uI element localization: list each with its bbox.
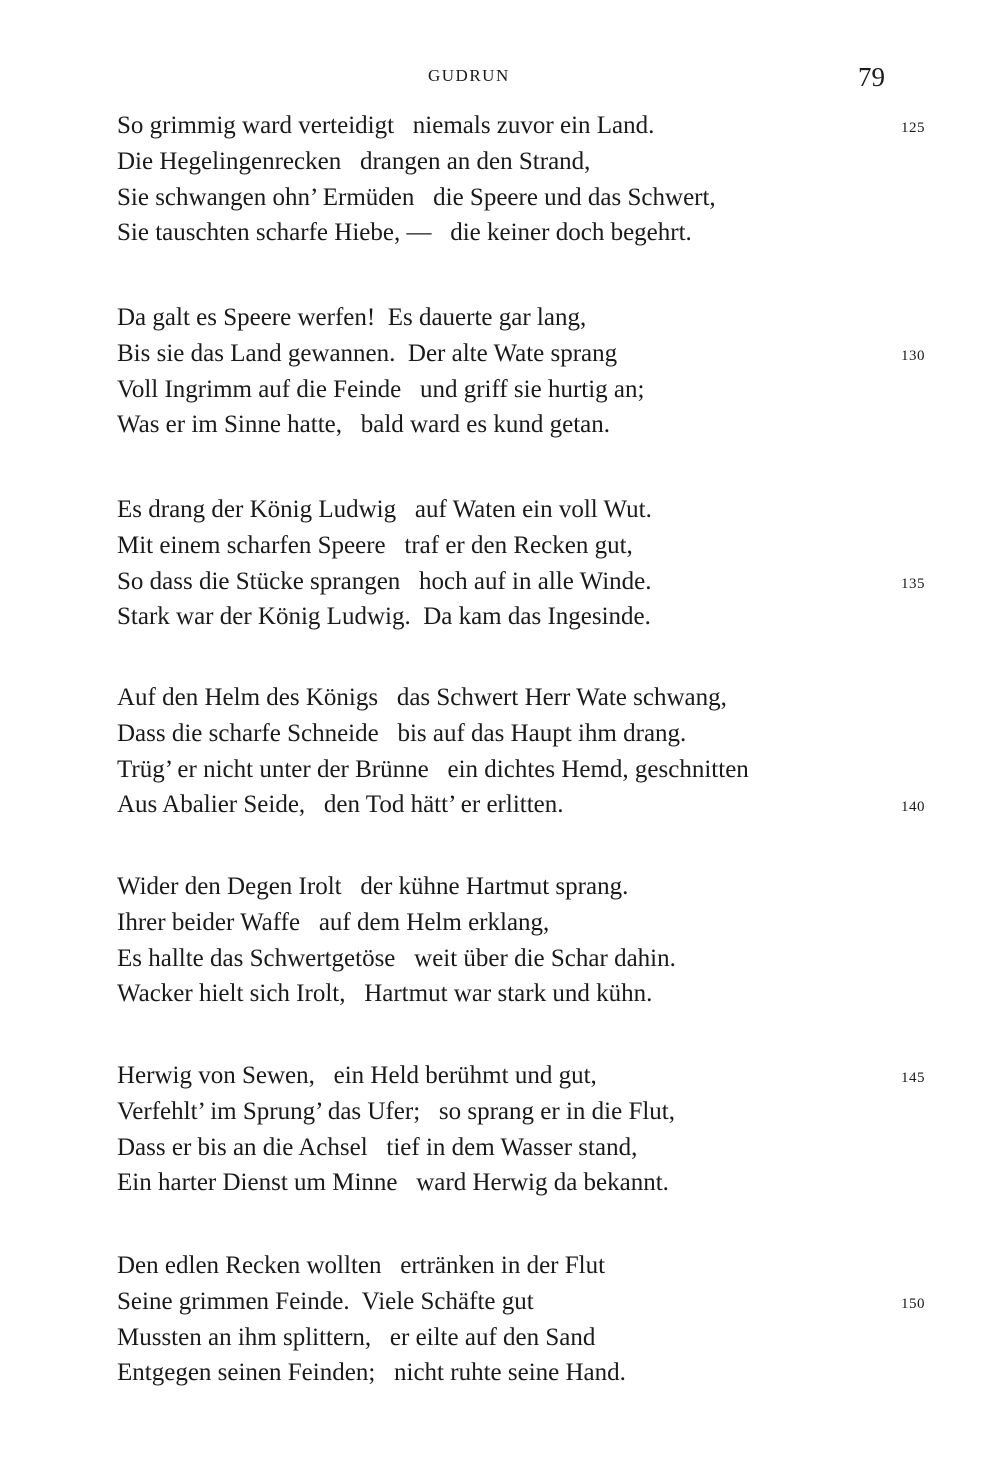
verse-text: So grimmig ward verteidigt niemals zuvor ein Land. (117, 112, 655, 139)
verse-text: So dass die Stücke sprangen hoch auf in alle Winde. (117, 567, 652, 595)
stanza (117, 492, 937, 635)
stanza (117, 108, 937, 251)
verse-text: Wacker hielt sich Irolt, Hartmut war stark und kühn. (117, 980, 653, 1008)
verse-line (117, 787, 937, 823)
verse-line (117, 869, 937, 905)
verse-text: Da galt es Speere werfen! Es dauerte gar lang, (117, 304, 587, 331)
verse-text: Die Hegelingenrecken drangen an den Strand, (117, 147, 591, 175)
verse-line (117, 976, 937, 1012)
line-number: 125 (901, 120, 925, 136)
verse-line (117, 1284, 937, 1320)
verse-line (117, 215, 937, 251)
line-number: 135 (901, 575, 925, 592)
verse-text: Ein harter Dienst um Minne ward Herwig da bekannt. (117, 1169, 669, 1197)
verse-line (117, 1130, 937, 1166)
verse-line (117, 492, 937, 528)
verse-text: Trüg’ er nicht unter der Brünne ein dichtes Hemd, geschnitten (117, 755, 749, 783)
verse-text: Den edlen Recken wollten ertränken in der Flut (117, 1252, 606, 1279)
verse-text: Herwig von Sewen, ein Held berühmt und gut, (117, 1062, 597, 1089)
verse-line (117, 752, 937, 788)
verse-line (117, 1058, 937, 1094)
verse-text: Sie tauschten scharfe Hiebe, — die keiner doch begehrt. (117, 219, 692, 247)
verse-line (117, 905, 937, 941)
verse-text: Voll Ingrimm auf die Feinde und griff sie hurtig an; (117, 375, 645, 403)
verse-line (117, 407, 937, 443)
verse-text: Es drang der König Ludwig auf Waten ein voll Wut. (117, 496, 652, 523)
stanza (117, 869, 937, 1012)
stanza (117, 300, 937, 443)
verse-line (117, 716, 937, 752)
verse-text: Es hallte das Schwertgetöse weit über die Schar dahin. (117, 944, 676, 972)
verse-text: Dass er bis an die Achsel tief in dem Wasser stand, (117, 1133, 638, 1161)
verse-line (117, 680, 937, 716)
verse-line (117, 1094, 937, 1130)
verse-text: Mussten an ihm splittern, er eilte auf den Sand (117, 1323, 596, 1351)
verse-text: Stark war der König Ludwig. Da kam das Ingesinde. (117, 603, 651, 631)
verse-text: Ihrer beider Waffe auf dem Helm erklang, (117, 908, 550, 936)
verse-line (117, 1355, 937, 1391)
verse-text: Aus Abalier Seide, den Tod hätt’ er erlitten. (117, 791, 564, 819)
verse-line (117, 336, 937, 372)
line-number: 145 (901, 1070, 925, 1086)
verse-line (117, 528, 937, 564)
line-number: 140 (901, 799, 925, 816)
verse-text: Sie schwangen ohn’ Ermüden die Speere und das Schwert, (117, 183, 716, 211)
stanza (117, 1248, 937, 1391)
verse-text: Dass die scharfe Schneide bis auf das Haupt ihm drang. (117, 719, 687, 747)
verse-line (117, 144, 937, 180)
verse-text: Bis sie das Land gewannen. Der alte Wate sprang (117, 339, 618, 367)
line-number: 130 (901, 347, 925, 364)
verse-line (117, 108, 937, 144)
verse-line (117, 300, 937, 336)
verse-text: Verfehlt’ im Sprung’ das Ufer; so sprang er in die Flut, (117, 1097, 675, 1125)
verse-text: Entgegen seinen Feinden; nicht ruhte seine Hand. (117, 1359, 626, 1387)
verse-text: Was er im Sinne hatte, bald ward es kund getan. (117, 411, 610, 439)
verse-line (117, 599, 937, 635)
verse-line (117, 1320, 937, 1356)
stanza (117, 680, 937, 823)
verse-line (117, 372, 937, 408)
verse-line (117, 1165, 937, 1201)
verse-line (117, 564, 937, 600)
verse-line (117, 941, 937, 977)
verse-line (117, 1248, 937, 1284)
verse-line (117, 180, 937, 216)
running-title: GUDRUN (428, 66, 510, 85)
verse-text: Seine grimmen Feinde. Viele Schäfte gut (117, 1287, 534, 1315)
verse-text: Auf den Helm des Königs das Schwert Herr Wate schwang, (117, 684, 727, 711)
page-number: 79 (858, 62, 885, 92)
stanza (117, 1058, 937, 1201)
verse-text: Wider den Degen Irolt der kühne Hartmut sprang. (117, 873, 629, 900)
verse-text: Mit einem scharfen Speere traf er den Recken gut, (117, 531, 633, 559)
line-number: 150 (901, 1295, 925, 1312)
